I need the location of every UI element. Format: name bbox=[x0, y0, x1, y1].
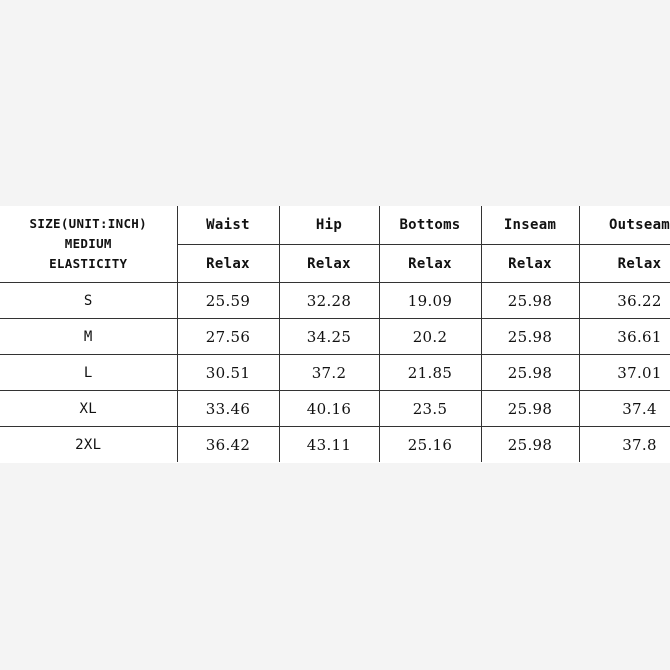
fit-cell: Relax bbox=[379, 245, 481, 283]
hip-cell: 34.25 bbox=[279, 319, 379, 355]
table-row bbox=[0, 355, 670, 391]
column-header-outseam: Outseam bbox=[579, 206, 670, 245]
column-header-inseam: Inseam bbox=[481, 206, 579, 245]
table-row bbox=[0, 427, 670, 463]
size-header-cell bbox=[0, 206, 177, 283]
waist-cell: 30.51 bbox=[177, 355, 279, 391]
inseam-cell: 25.98 bbox=[481, 355, 579, 391]
size-cell: XL bbox=[0, 391, 177, 427]
bottoms-cell: 21.85 bbox=[379, 355, 481, 391]
size-table bbox=[0, 206, 670, 462]
outseam-cell: 36.22 bbox=[579, 283, 670, 319]
table-row bbox=[0, 391, 670, 427]
fit-cell: Relax bbox=[177, 245, 279, 283]
size-cell: L bbox=[0, 355, 177, 391]
outseam-cell: 37.01 bbox=[579, 355, 670, 391]
column-header-waist: Waist bbox=[177, 206, 279, 245]
column-header-bottoms: Bottoms bbox=[379, 206, 481, 245]
fit-cell: Relax bbox=[279, 245, 379, 283]
hip-cell: 32.28 bbox=[279, 283, 379, 319]
bottoms-cell: 19.09 bbox=[379, 283, 481, 319]
table-row bbox=[0, 319, 670, 355]
bottoms-cell: 25.16 bbox=[379, 427, 481, 463]
size-cell: M bbox=[0, 319, 177, 355]
outseam-cell: 37.4 bbox=[579, 391, 670, 427]
inseam-cell: 25.98 bbox=[481, 391, 579, 427]
waist-cell: 27.56 bbox=[177, 319, 279, 355]
table-header-row bbox=[0, 206, 670, 245]
size-header-line: SIZE(UNIT:INCH) bbox=[29, 216, 147, 231]
hip-cell: 43.11 bbox=[279, 427, 379, 463]
waist-cell: 36.42 bbox=[177, 427, 279, 463]
size-chart bbox=[0, 206, 670, 463]
size-cell: S bbox=[0, 283, 177, 319]
waist-cell: 25.59 bbox=[177, 283, 279, 319]
hip-cell: 40.16 bbox=[279, 391, 379, 427]
table-row bbox=[0, 283, 670, 319]
bottoms-cell: 20.2 bbox=[379, 319, 481, 355]
size-header-line: ELASTICITY bbox=[49, 256, 128, 271]
inseam-cell: 25.98 bbox=[481, 319, 579, 355]
fit-cell: Relax bbox=[579, 245, 670, 283]
bottoms-cell: 23.5 bbox=[379, 391, 481, 427]
waist-cell: 33.46 bbox=[177, 391, 279, 427]
outseam-cell: 37.8 bbox=[579, 427, 670, 463]
inseam-cell: 25.98 bbox=[481, 427, 579, 463]
size-header-line: MEDIUM bbox=[64, 236, 112, 251]
fit-cell: Relax bbox=[481, 245, 579, 283]
size-cell: 2XL bbox=[0, 427, 177, 463]
inseam-cell: 25.98 bbox=[481, 283, 579, 319]
hip-cell: 37.2 bbox=[279, 355, 379, 391]
outseam-cell: 36.61 bbox=[579, 319, 670, 355]
column-header-hip: Hip bbox=[279, 206, 379, 245]
